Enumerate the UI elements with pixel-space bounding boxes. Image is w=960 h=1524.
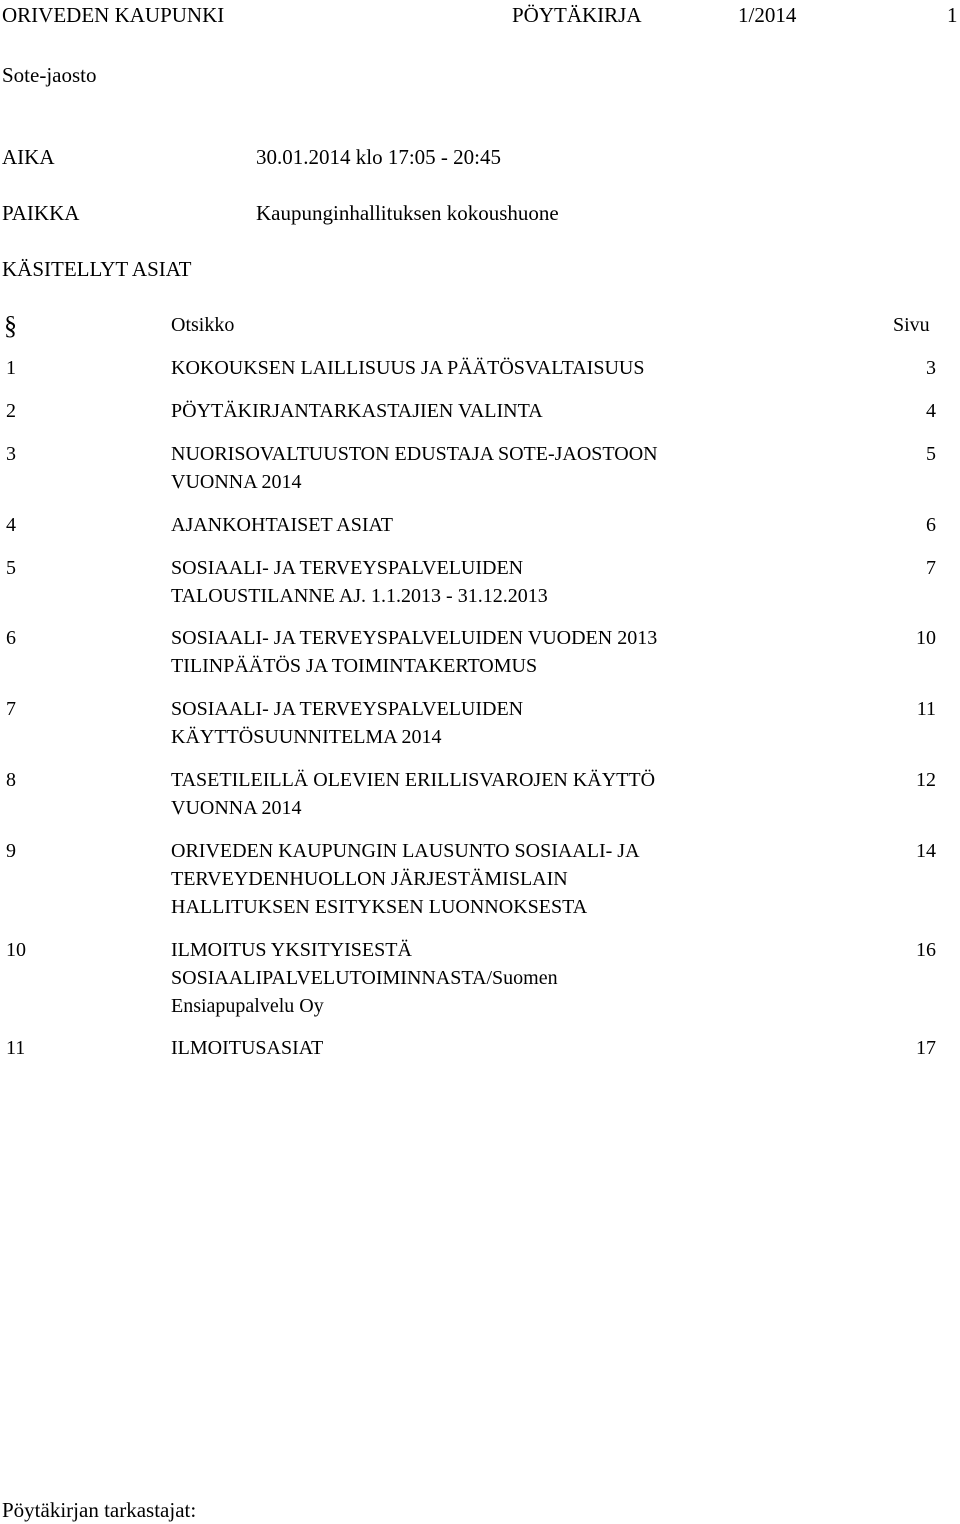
toc-item-title-line: PÖYTÄKIRJANTARKASTAJIEN VALINTA [171,400,543,422]
toc-item-title-line: VUONNA 2014 [171,797,302,819]
toc-item-title [171,511,771,539]
toc-item-page: 17 [916,1037,936,1059]
toc-item-title-line: TILINPÄÄTÖS JA TOIMINTAKERTOMUS [171,655,538,677]
toc-item-title-line: ILMOITUSASIAT [171,1037,324,1059]
toc-item-number: 3 [6,443,16,465]
toc-item-title-line: ILMOITUS YKSITYISESTÄ [171,939,412,961]
toc-item-title [171,1034,771,1062]
toc-item-title-line: HALLITUKSEN ESITYKSEN LUONNOKSESTA [171,896,588,918]
toc-item-page: 10 [916,627,936,649]
toc-item-number: 6 [6,627,16,649]
toc-item-title-line: SOSIAALI- JA TERVEYSPALVELUIDEN VUODEN 2013 [171,627,658,649]
toc-item-title-line: AJANKOHTAISET ASIAT [171,514,393,536]
place-label: PAIKKA [2,201,80,225]
toc-item-title [171,554,771,610]
toc-item-page: 12 [916,769,936,791]
toc-item-title-line: SOSIAALIPALVELUTOIMINNASTA/Suomen [171,967,558,989]
section-sign-icon: § [4,311,17,340]
toc-item-title [171,695,771,751]
toc-item-title [171,766,771,822]
header-doc-type: PÖYTÄKIRJA [512,3,642,27]
header-doc-number: 1/2014 [738,3,797,27]
toc-item-number: 4 [6,514,16,536]
toc-item-number: 9 [6,840,16,862]
toc-item-number: 8 [6,769,16,791]
place-value: Kaupunginhallituksen kokoushuone [256,201,559,225]
reviewers-label: Pöytäkirjan tarkastajat: [2,1498,197,1522]
toc-item-number: 2 [6,400,16,422]
header-org: ORIVEDEN KAUPUNKI [2,3,225,27]
toc-item-title-line: ORIVEDEN KAUPUNGIN LAUSUNTO SOSIAALI- JA [171,840,640,862]
header-page-number: 1 [947,3,958,27]
toc-heading: KÄSITELLYT ASIAT [2,257,192,281]
toc-item-title [171,354,771,382]
toc-item-title-line: NUORISOVALTUUSTON EDUSTAJA SOTE-JAOSTOON [171,443,658,465]
toc-item-number: 1 [6,357,16,379]
toc-item-title [171,936,771,1020]
toc-item-title [171,440,771,496]
toc-item-number: 5 [6,557,16,579]
toc-item-title-line: KÄYTTÖSUUNNITELMA 2014 [171,726,442,748]
toc-item-title-line: VUONNA 2014 [171,471,302,493]
toc-item-page: 3 [926,357,936,379]
committee-name: Sote-jaosto [2,63,97,87]
toc-item-title-line: SOSIAALI- JA TERVEYSPALVELUIDEN [171,698,524,720]
toc-item-page: 11 [916,698,936,720]
toc-column-title: Otsikko [171,314,235,336]
toc-item-page: 4 [926,400,936,422]
toc-item-page: 16 [916,939,936,961]
toc-item-title-line: TALOUSTILANNE AJ. 1.1.2013 - 31.12.2013 [171,585,548,607]
toc-item-title-line: SOSIAALI- JA TERVEYSPALVELUIDEN [171,557,524,579]
toc-item-title [171,397,771,425]
toc-column-page: Sivu [893,314,930,336]
toc-item-page: 14 [916,840,936,862]
toc-item-page: 5 [926,443,936,465]
time-label: AIKA [2,145,55,169]
toc-item-title-line: Ensiapupalvelu Oy [171,995,324,1017]
time-value: 30.01.2014 klo 17:05 - 20:45 [256,145,501,169]
toc-item-page: 6 [926,514,936,536]
toc-item-number: 11 [6,1037,26,1059]
toc-item-title [171,624,771,680]
toc-item-number: 10 [6,939,26,961]
toc-item-title-line: TERVEYDENHUOLLON JÄRJESTÄMISLAIN [171,868,568,890]
toc-item-title-line: KOKOUKSEN LAILLISUUS JA PÄÄTÖSVALTAISUUS [171,357,645,379]
toc-item-title [171,837,771,921]
toc-item-page: 7 [926,557,936,579]
toc-item-title-line: TASETILEILLÄ OLEVIEN ERILLISVAROJEN KÄYTTÖ [171,769,656,791]
toc-item-number: 7 [6,698,16,720]
